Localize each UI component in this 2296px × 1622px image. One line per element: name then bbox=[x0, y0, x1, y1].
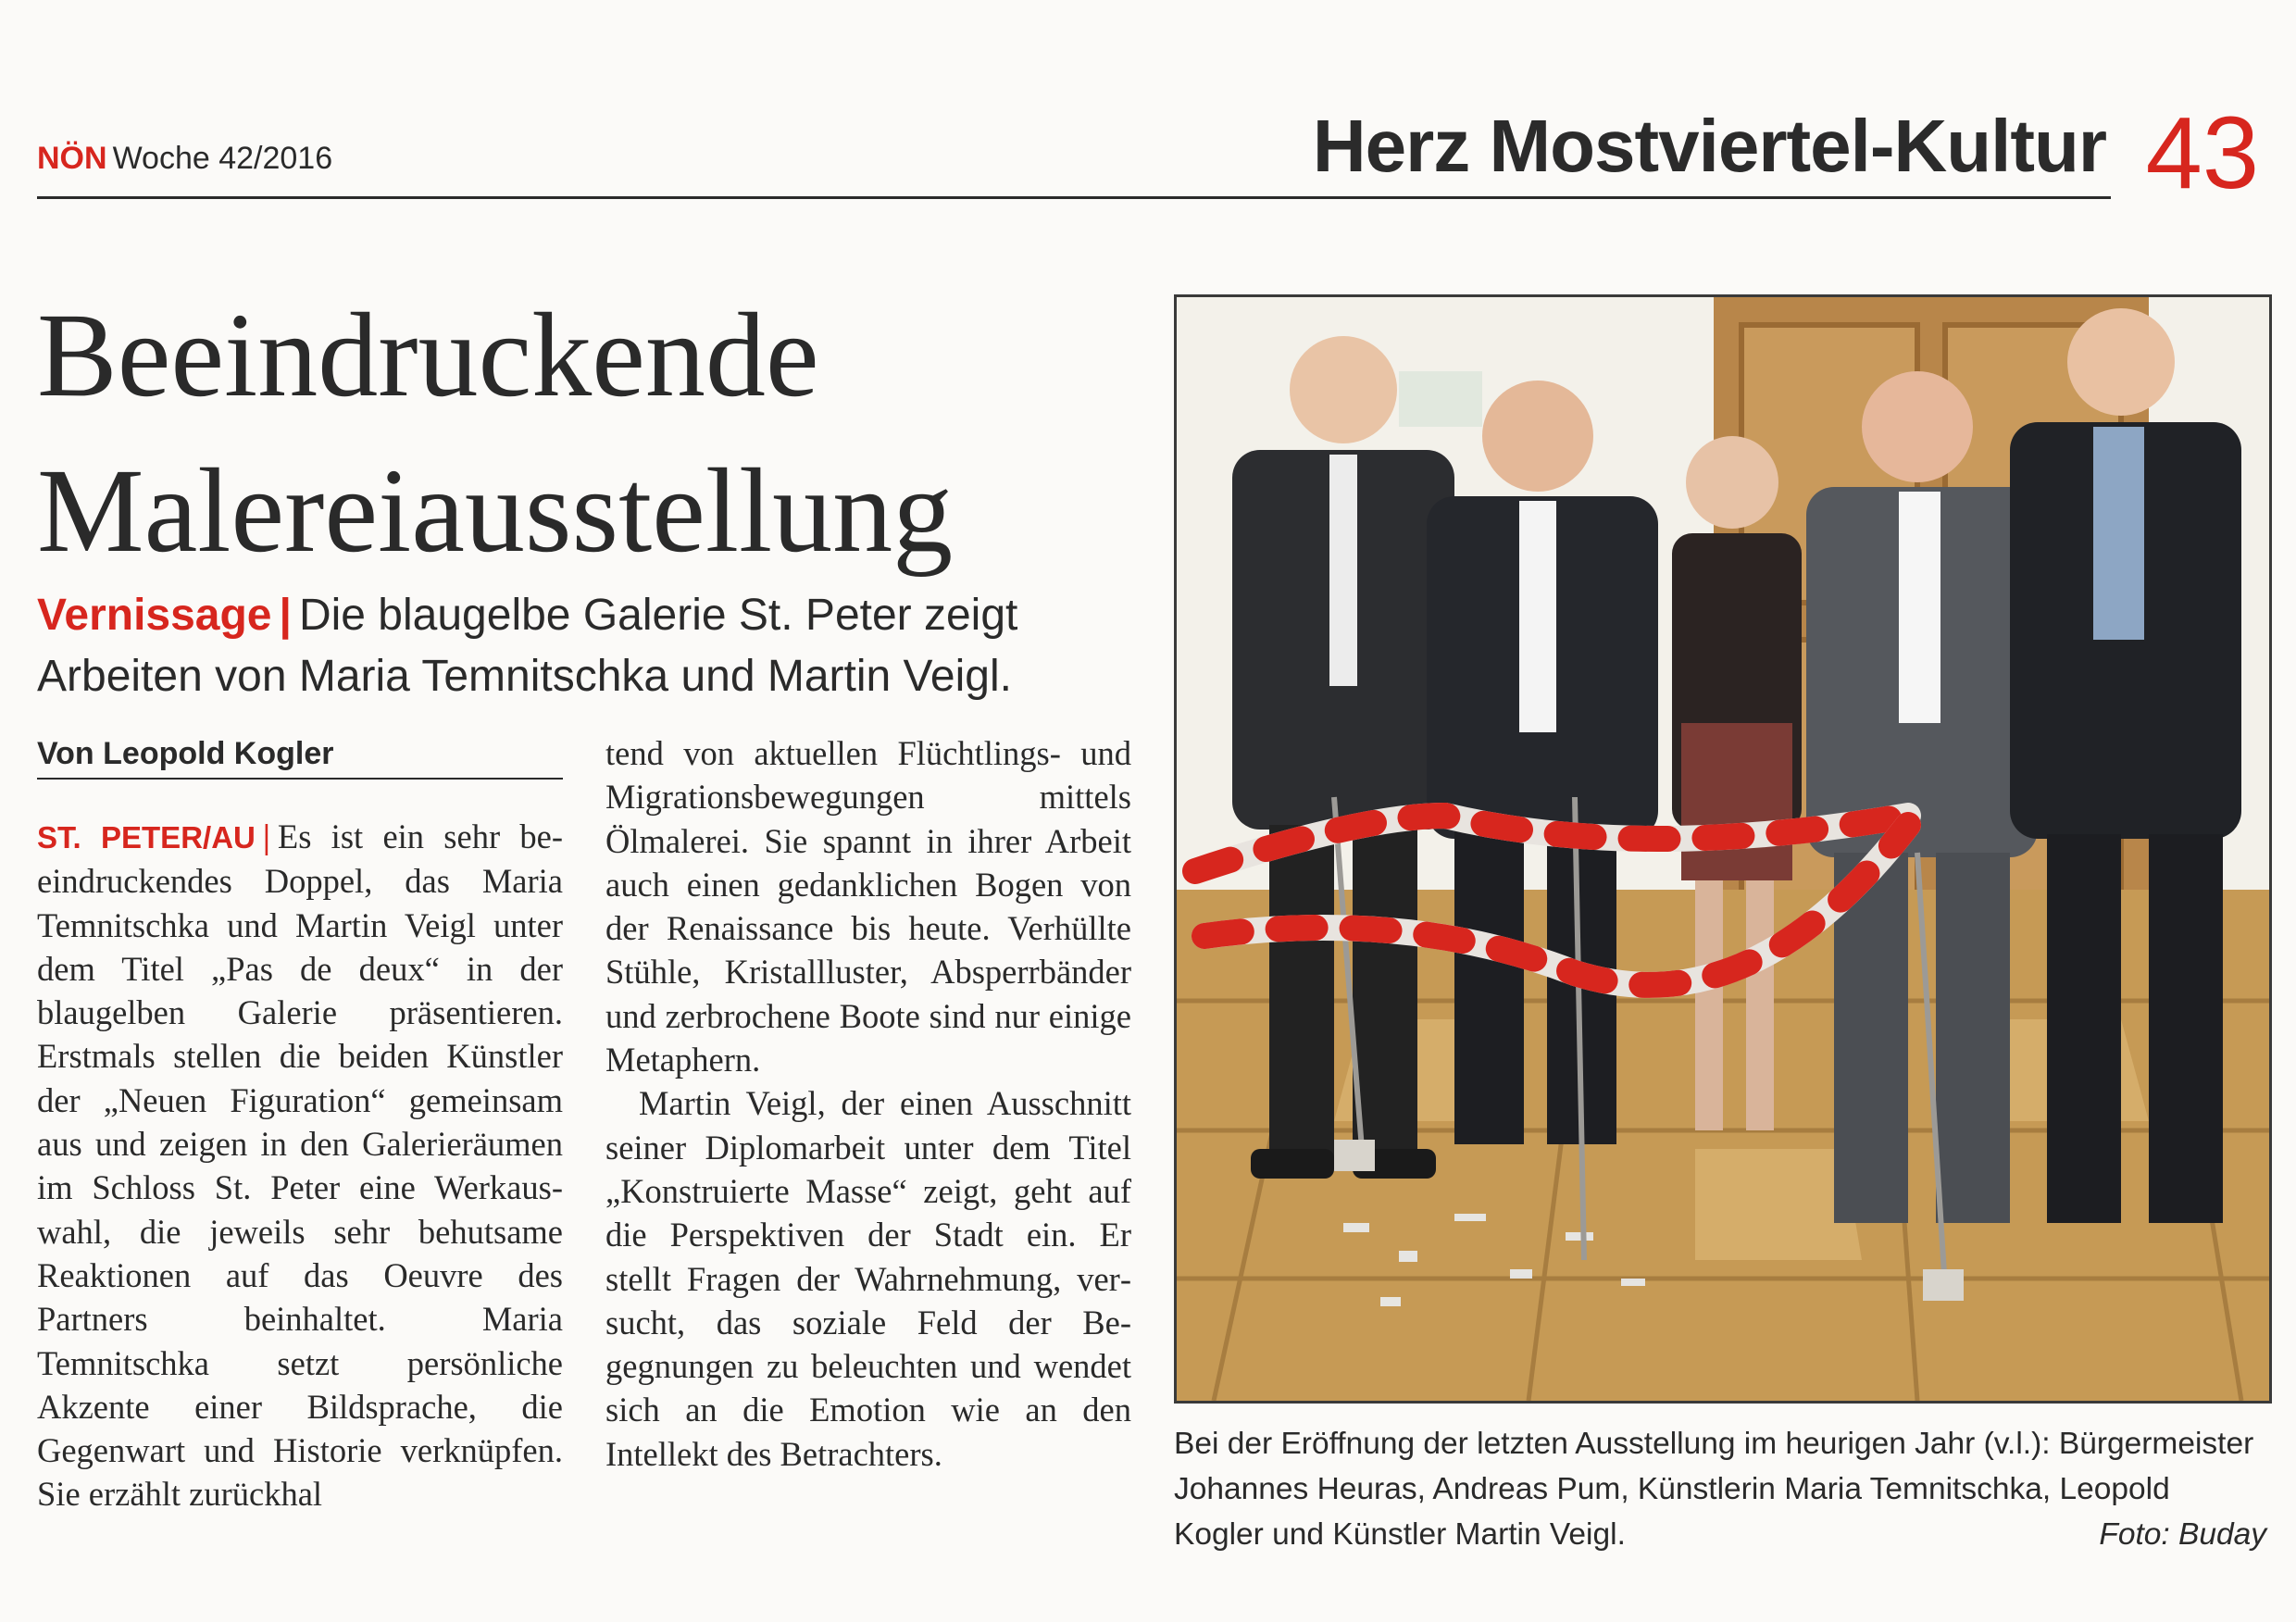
headline bbox=[37, 278, 1167, 589]
masthead bbox=[37, 141, 332, 177]
deck-line-1: Die blaugelbe Galerie St. Peter zeigt bbox=[298, 591, 1018, 640]
page-number: 43 bbox=[2145, 96, 2259, 210]
column-2-paragraph-1: tend von aktuellen Flüchtlings- und Migrationsbewegungen mittels Ölmalerei. Sie spannt in ihrer Arbeit auch einen gedanklichen Bogen von der Renaissance bis heute. Verhüllte Stühle, Kristallluster, Absperrbänder und zerbrochene Boote sind nur einige Metaphern. bbox=[605, 734, 1131, 1079]
deck-line-2: Arbeiten von Maria Temnitschka und Martin Veigl. bbox=[37, 652, 1012, 701]
photo-credit: Foto: Buday bbox=[2099, 1517, 2266, 1552]
header-rule bbox=[37, 196, 2111, 199]
caption-text: Bei der Eröffnung der letzten Ausstellung im heurigen Jahr (v.l.): Bürgermeister Johannes Heuras, Andreas Pum, Künstlerin Maria Temnitschka, Leopold Kogler und Künstler Martin Veigl. bbox=[1174, 1427, 2254, 1552]
photo-illustration bbox=[1177, 297, 2269, 1401]
article-photo bbox=[1174, 294, 2272, 1404]
dateline-separator: | bbox=[262, 817, 270, 855]
article-column-1 bbox=[37, 815, 563, 1516]
deck bbox=[37, 585, 1148, 707]
brand-logo: NÖN bbox=[37, 141, 107, 176]
deck-separator: | bbox=[279, 591, 292, 640]
section-title: Herz Mostviertel-Kultur bbox=[1312, 105, 2106, 187]
headline-line-2: Malereiausstellung bbox=[37, 444, 954, 578]
dateline: ST. PETER/AU bbox=[37, 820, 256, 855]
byline: Von Leopold Kogler bbox=[37, 736, 563, 780]
deck-label: Vernissage bbox=[37, 591, 272, 640]
column-1-text: Es ist ein sehr beeindruckendes Doppel, das Maria Temnitschka und Martin Veigl unter dem Titel „Pas de deux“ in der blaugelben Galerie präsentieren. Erstmals stellen die beiden Künstler der „Neuen Figuration“ gemeinsam aus und zeigen in den Galerieräumen im Schloss St. Peter eine Werkauswahl, die jeweils sehr behutsame Reaktionen auf das Oeuvre des Partners beinhaltet. Maria Temnitschka setzt persönliche Akzente einer Bildsprache, die Gegenwart und Historie verknüpfen. Sie erzählt zurückhal bbox=[37, 817, 563, 1514]
photo-caption bbox=[1174, 1421, 2266, 1557]
column-2-paragraph-2: Martin Veigl, der einen Ausschnitt seiner Diplomarbeit unter dem Titel „Konstruierte Masse“ zeigt, geht auf die Perspektiven der Stadt ein. Er stellt Fragen der Wahrnehmung, versucht, das soziale Feld der Begegnungen zu beleuchten und wendet sich an die Emotion wie an den Intellekt des Betrachters. bbox=[605, 1084, 1131, 1473]
headline-line-1: Beeindruckende bbox=[37, 289, 819, 422]
article-column-2 bbox=[605, 731, 1131, 1476]
issue-label: Woche 42/2016 bbox=[112, 141, 333, 176]
